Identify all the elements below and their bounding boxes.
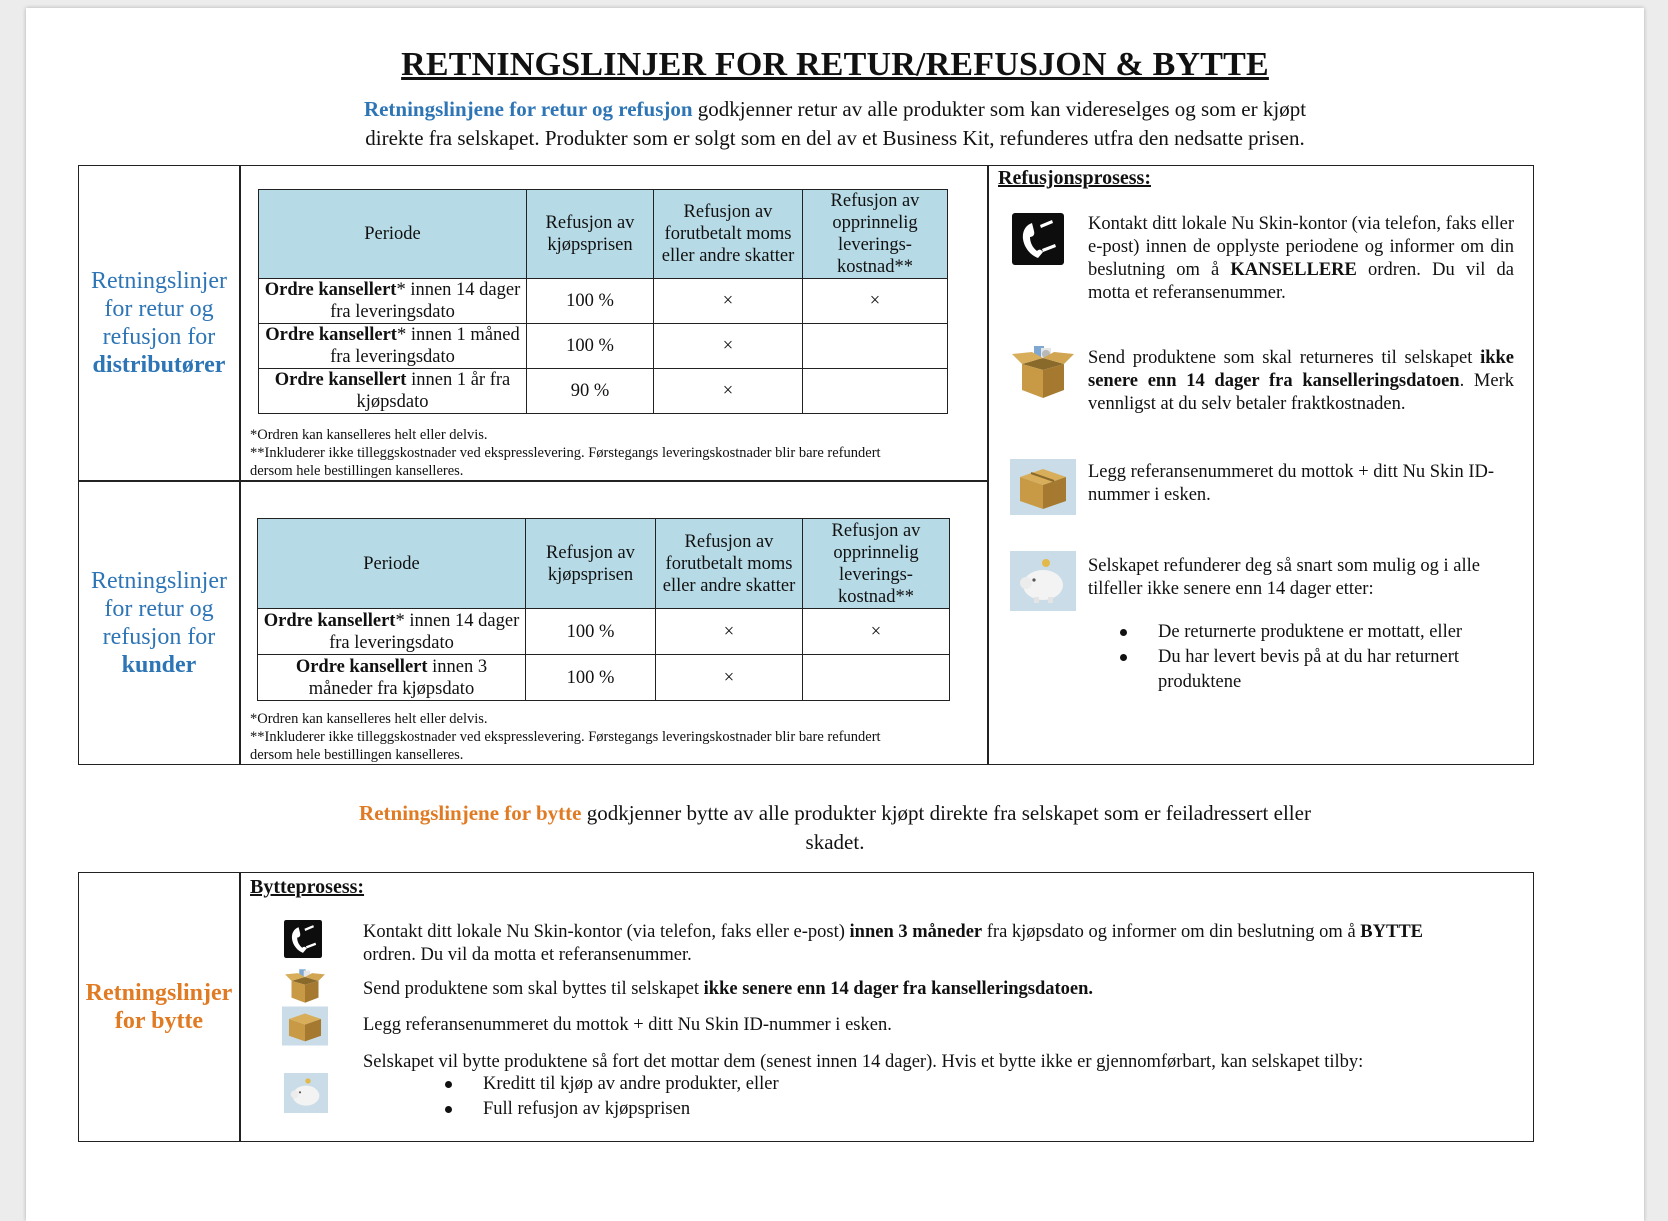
period-cell bbox=[259, 324, 527, 369]
exchange-option-list bbox=[445, 1072, 1145, 1122]
document-page bbox=[26, 8, 1644, 1221]
price-cell: 90 % bbox=[527, 369, 654, 414]
header-shipping: Refusjon av opprinnelig leverings-kostnad** bbox=[803, 519, 950, 609]
customer-table-notes bbox=[250, 710, 980, 764]
note-line: dersom hele bestillingen kanselleres. bbox=[250, 463, 464, 479]
header-price: Refusjon av kjøpsprisen bbox=[527, 190, 654, 279]
period-bold: Ordre kansellert bbox=[274, 370, 407, 390]
closed-box-icon bbox=[282, 1006, 328, 1046]
page-title: RETNINGSLINJER FOR RETUR/REFUSJON & BYTTE bbox=[401, 46, 1269, 83]
piggy-bank-icon bbox=[282, 1073, 330, 1113]
period-rest: innen 3 måneder fra kjøpsdato bbox=[308, 656, 488, 699]
step-bold: BYTTE bbox=[1360, 922, 1424, 942]
step-bold: KANSELLERE bbox=[1230, 260, 1357, 280]
frame-divider-left bbox=[239, 165, 241, 765]
label-line: for retur og bbox=[104, 596, 214, 622]
refund-condition-list bbox=[1120, 620, 1520, 695]
table-row bbox=[259, 369, 948, 414]
step-bold: innen 3 måneder bbox=[849, 922, 983, 942]
closed-box-icon bbox=[1010, 459, 1076, 515]
step-bold: ikke senere enn 14 dager fra kanselleringsdatoen. bbox=[703, 979, 1094, 999]
step-text: Send produktene som skal returneres til selskapet bbox=[1088, 348, 1481, 368]
header-tax: Refusjon av forutbetalt moms eller andre skatter bbox=[656, 519, 803, 609]
refund-step-2 bbox=[1088, 347, 1514, 416]
refund-step-1 bbox=[1088, 213, 1514, 305]
distributor-table-notes bbox=[250, 426, 980, 480]
header-periode: Periode bbox=[258, 519, 526, 609]
period-rest: * innen 14 dager fra leveringsdato bbox=[329, 610, 520, 653]
tax-cell: × bbox=[656, 655, 803, 701]
exchange-intro-paragraph bbox=[256, 799, 1414, 857]
list-item: Du har levert bevis på at du har returnert produktene bbox=[1120, 645, 1520, 695]
price-cell: 100 % bbox=[526, 609, 656, 655]
table-header-row bbox=[259, 190, 948, 279]
table-row bbox=[258, 609, 950, 655]
customer-refund-table bbox=[257, 518, 950, 701]
refund-process-heading: Refusjonsprosess: bbox=[998, 167, 1151, 189]
period-cell bbox=[258, 655, 526, 701]
price-cell: 100 % bbox=[526, 655, 656, 701]
frame-divider-right bbox=[987, 165, 989, 765]
step-text: Kontakt ditt lokale Nu Skin-kontor (via telefon, faks eller e-post) innen de opplyste periodene og informer om din beslutning om å bbox=[1088, 214, 1514, 280]
phone-icon bbox=[284, 920, 322, 958]
price-cell: 100 % bbox=[527, 279, 654, 324]
period-cell bbox=[259, 369, 527, 414]
exchange-intro-highlight: Retningslinjene for bytte bbox=[359, 801, 582, 825]
step-text: . Merk vennligst at du selv betaler fraktkostnaden. bbox=[1088, 371, 1514, 414]
header-tax: Refusjon av forutbetalt moms eller andre skatter bbox=[654, 190, 803, 279]
note-line: **Inkluderer ikke tilleggskostnader ved ekspresslevering. Førstegangs leveringskostnader blir bare refundert bbox=[250, 445, 881, 461]
exchange-policy-label bbox=[80, 874, 238, 1140]
label-line: for retur og bbox=[104, 296, 214, 322]
price-cell: 100 % bbox=[527, 324, 654, 369]
note-line: *Ordren kan kanselleres helt eller delvis. bbox=[250, 711, 488, 727]
shipping-cell bbox=[803, 655, 950, 701]
period-rest: * innen 14 dager fra leveringsdato bbox=[330, 280, 521, 322]
step-text: Kontakt ditt lokale Nu Skin-kontor (via telefon, faks eller e-post) bbox=[363, 922, 850, 942]
phone-icon bbox=[1012, 213, 1064, 265]
distributor-refund-table bbox=[258, 189, 948, 414]
exchange-frame-divider bbox=[239, 872, 241, 1142]
refund-step-4: Selskapet refunderer deg så snart som mulig og i alle tilfeller ikke senere enn 14 dager etter: bbox=[1088, 556, 1480, 599]
period-bold: Ordre kansellert bbox=[263, 610, 396, 631]
label-line: for bytte bbox=[114, 1008, 204, 1034]
table-row bbox=[259, 279, 948, 324]
table-header-row bbox=[258, 519, 950, 609]
label-line: refusjon for bbox=[102, 624, 216, 650]
exchange-intro-line2: skadet. bbox=[805, 830, 865, 854]
customer-policy-label bbox=[80, 482, 238, 764]
header-periode: Periode bbox=[259, 190, 527, 279]
exchange-intro-line1: godkjenner bytte av alle produkter kjøpt direkte fra selskapet som er feiladressert eller bbox=[581, 801, 1311, 825]
table-row bbox=[259, 324, 948, 369]
exchange-step-3: Legg referansenummeret du mottok + ditt Nu Skin ID-nummer i esken. bbox=[363, 1015, 892, 1035]
intro-paragraph bbox=[256, 95, 1414, 153]
exchange-step-2 bbox=[363, 978, 1503, 1001]
tax-cell: × bbox=[654, 369, 803, 414]
shipping-cell bbox=[803, 369, 948, 414]
shipping-cell: × bbox=[803, 609, 950, 655]
piggy-bank-icon bbox=[1010, 551, 1076, 611]
header-shipping: Refusjon av opprinnelig leverings-kostnad** bbox=[803, 190, 948, 279]
period-bold: Ordre kansellert bbox=[295, 656, 428, 677]
period-bold: Ordre kansellert bbox=[264, 280, 397, 300]
list-item: Full refusjon av kjøpsprisen bbox=[445, 1097, 1145, 1122]
period-rest: * innen 1 måned fra leveringsdato bbox=[330, 325, 520, 367]
table-row bbox=[258, 655, 950, 701]
label-line: refusjon for bbox=[102, 324, 216, 350]
period-rest: innen 1 år fra kjøpsdato bbox=[356, 370, 511, 412]
note-line: dersom hele bestillingen kanselleres. bbox=[250, 747, 464, 763]
note-line: *Ordren kan kanselleres helt eller delvis. bbox=[250, 427, 488, 443]
open-box-icon bbox=[1010, 344, 1076, 400]
open-box-icon bbox=[282, 968, 328, 1004]
tax-cell: × bbox=[654, 279, 803, 324]
exchange-step-1 bbox=[363, 921, 1503, 967]
label-line: Retningslinjer bbox=[91, 268, 227, 294]
note-line: **Inkluderer ikke tilleggskostnader ved ekspresslevering. Førstegangs leveringskostnader blir bare refundert bbox=[250, 729, 881, 745]
intro-line2: direkte fra selskapet. Produkter som er solgt som en del av et Business Kit, refunderes utfra den nedsatte prisen. bbox=[365, 126, 1305, 150]
step-text: ordren. Du vil da motta et referansenummer. bbox=[1088, 260, 1514, 303]
step-bold: ikke senere enn 14 dager fra kanselleringsdatoen bbox=[1088, 348, 1514, 391]
list-item: De returnerte produktene er mottatt, eller bbox=[1120, 620, 1520, 645]
header-price: Refusjon av kjøpsprisen bbox=[526, 519, 656, 609]
shipping-cell: × bbox=[803, 279, 948, 324]
tax-cell: × bbox=[656, 609, 803, 655]
label-line-bold: kunder bbox=[121, 652, 197, 678]
intro-line1: godkjenner retur av alle produkter som kan videreselges og som er kjøpt bbox=[692, 97, 1307, 121]
distributor-policy-label bbox=[80, 167, 238, 479]
step-text: fra kjøpsdato og informer om din beslutning om å bbox=[982, 922, 1361, 942]
exchange-step-4: Selskapet vil bytte produktene så fort det mottar dem (senest innen 14 dager). Hvis et bytte ikke er gjennomførbart, kan selskapet tilby: bbox=[363, 1052, 1364, 1072]
list-item: Kreditt til kjøp av andre produkter, eller bbox=[445, 1072, 1145, 1097]
label-line-bold: distributører bbox=[92, 352, 226, 378]
intro-highlight: Retningslinjene for retur og refusjon bbox=[363, 97, 693, 121]
tax-cell: × bbox=[654, 324, 803, 369]
label-line: Retningslinjer bbox=[85, 980, 233, 1006]
exchange-process-heading: Bytteprosess: bbox=[250, 876, 365, 898]
period-bold: Ordre kansellert bbox=[265, 325, 397, 345]
period-cell bbox=[259, 279, 527, 324]
label-line: Retningslinjer bbox=[91, 568, 227, 594]
refund-step-3: Legg referansenummeret du mottok + ditt Nu Skin ID-nummer i esken. bbox=[1088, 462, 1495, 505]
step-text: Send produktene som skal byttes til selskapet bbox=[363, 979, 704, 999]
period-cell bbox=[258, 609, 526, 655]
step-text: ordren. Du vil da motta et referansenummer. bbox=[363, 945, 692, 965]
shipping-cell bbox=[803, 324, 948, 369]
